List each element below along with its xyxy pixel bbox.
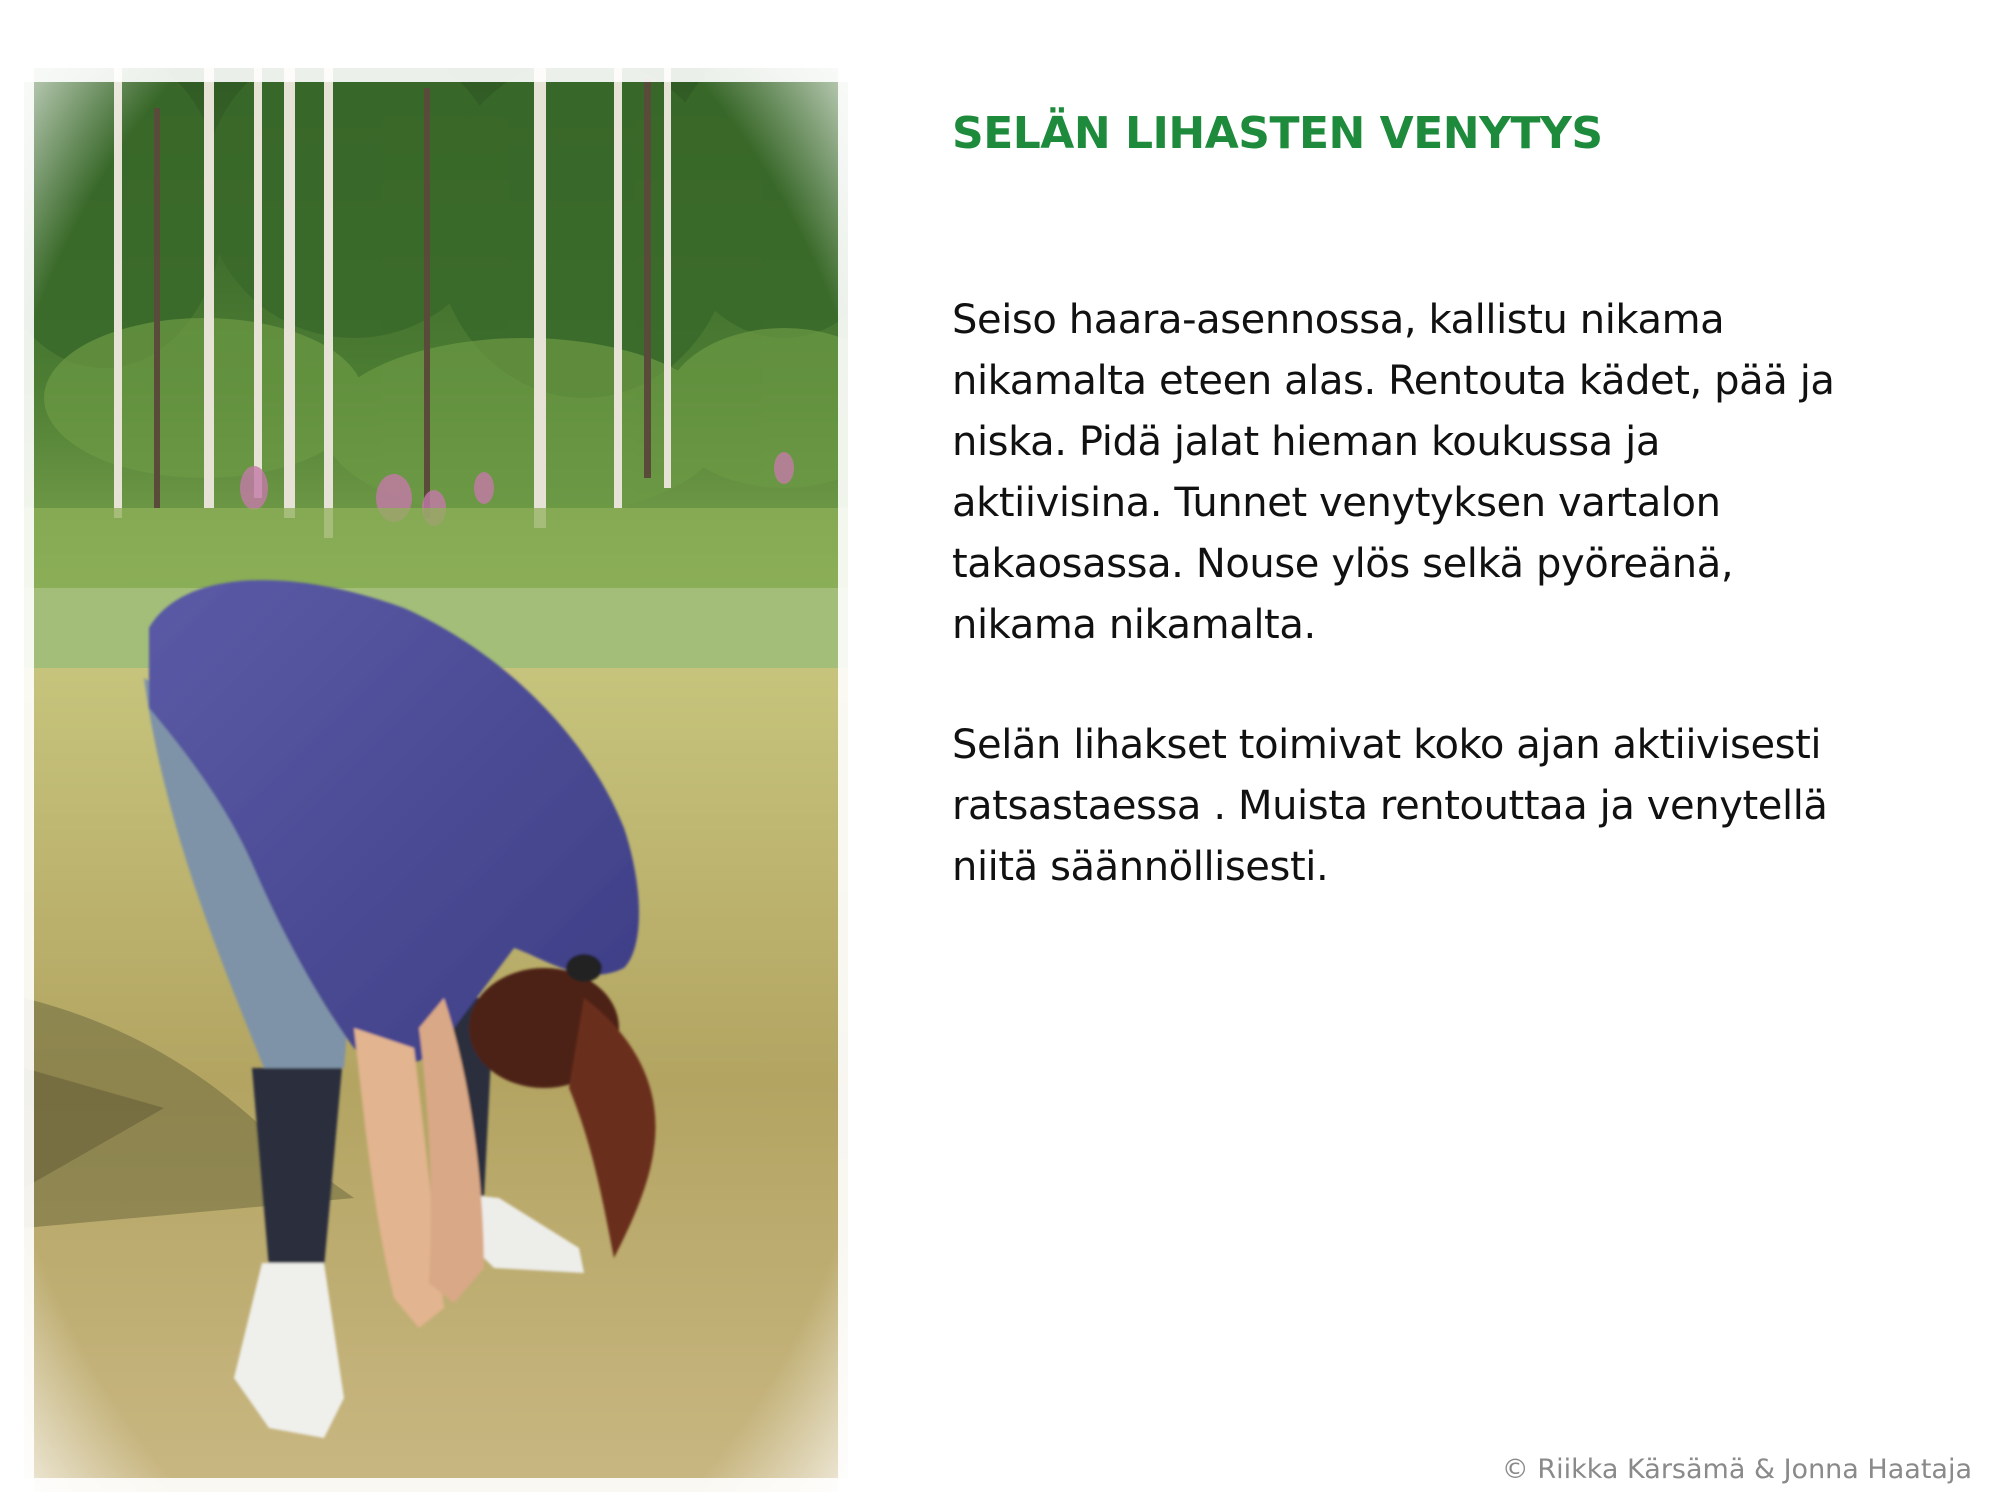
text-line: takaosassa. Nouse ylös selkä pyöreänä,: [952, 541, 1734, 587]
text-line: nikamalta eteen alas. Rentouta kädet, pää ja: [952, 358, 1835, 404]
page-title: SELÄN LIHASTEN VENYTYS: [952, 108, 1603, 159]
text-line: niitä säännöllisesti.: [952, 844, 1329, 890]
text-line: Seiso haara-asennossa, kallistu nikama: [952, 297, 1725, 343]
note-paragraph: [952, 715, 1952, 898]
stretch-photo: [24, 68, 848, 1492]
text-line: niska. Pidä jalat hieman koukussa ja: [952, 419, 1660, 465]
text-line: nikama nikamalta.: [952, 602, 1316, 648]
text-line: ratsastaessa . Muista rentouttaa ja venytellä: [952, 783, 1828, 829]
instructions-paragraph: [952, 290, 1952, 656]
stretching-photo-icon: [24, 68, 848, 1492]
copyright-notice: © Riikka Kärsämä & Jonna Haataja: [1501, 1454, 1972, 1485]
text-line: aktiivisina. Tunnet venytyksen vartalon: [952, 480, 1721, 526]
text-line: Selän lihakset toimivat koko ajan aktiivisesti: [952, 722, 1822, 768]
